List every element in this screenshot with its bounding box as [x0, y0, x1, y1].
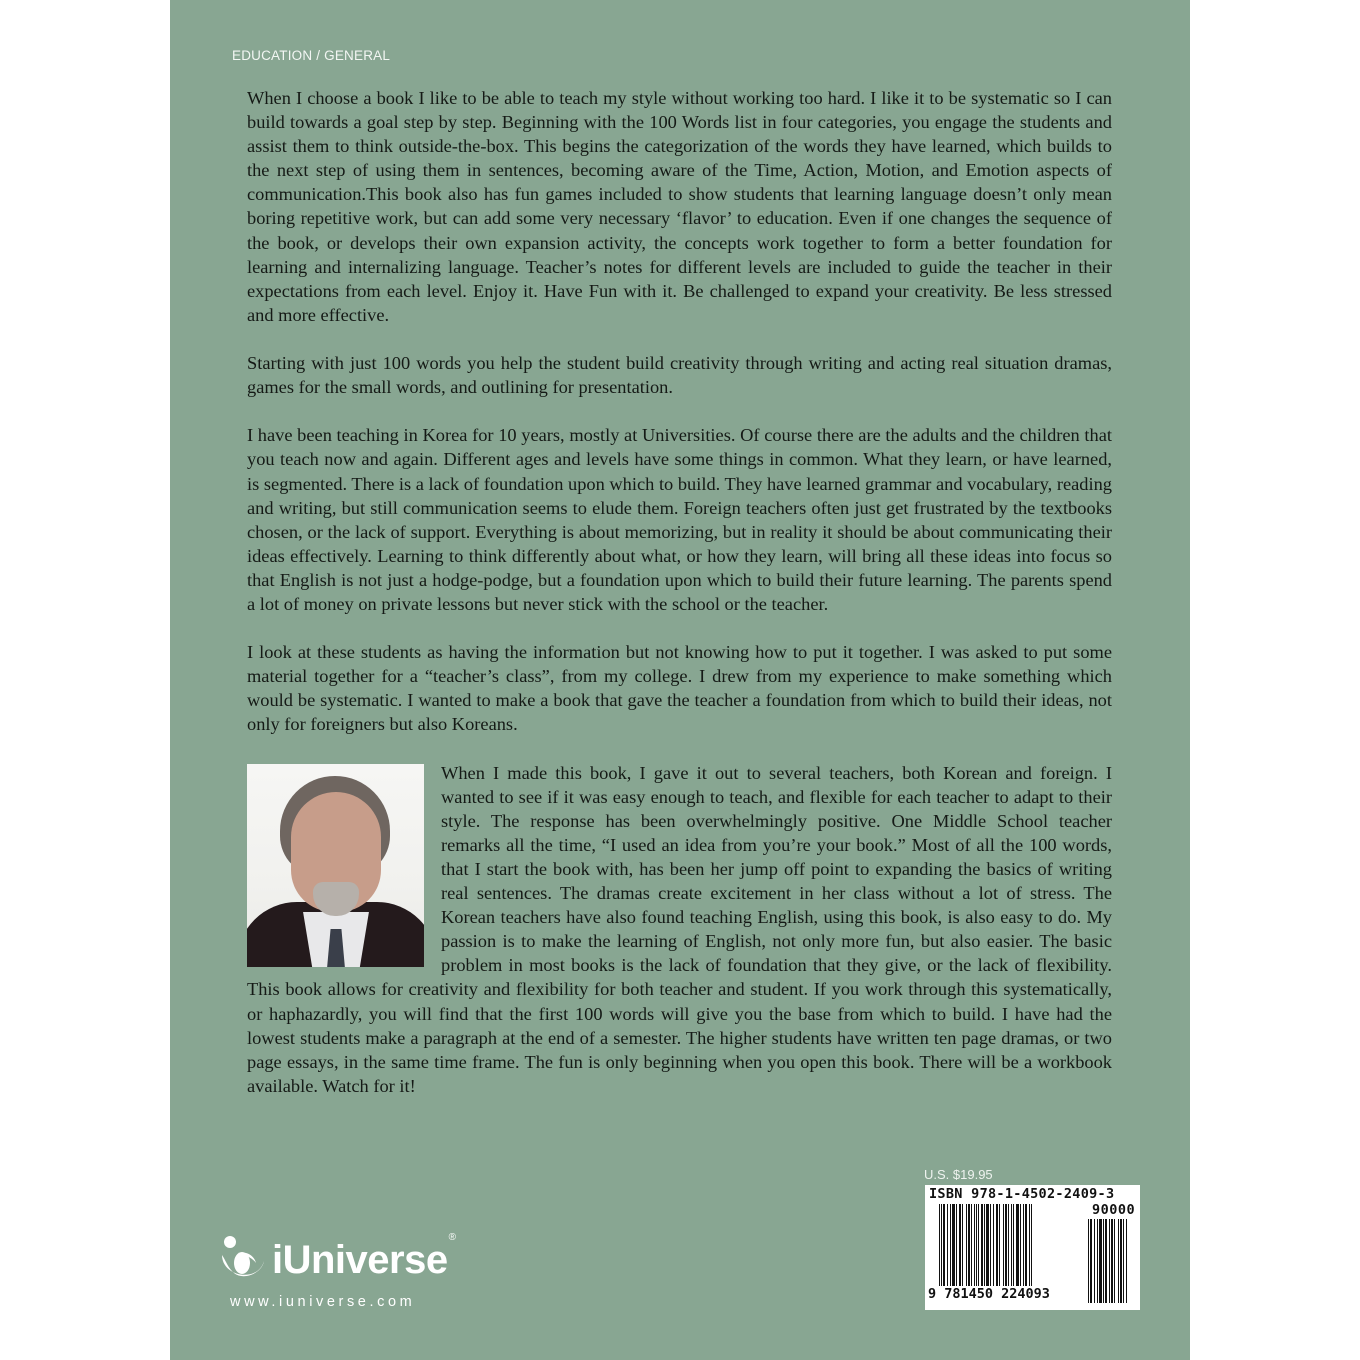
addon-code: 90000 [1092, 1202, 1136, 1218]
isbn-barcode [925, 1185, 1140, 1310]
paragraph-100-words: Starting with just 100 words you help the student build creativity through writing and acting real situation dramas, games for the small words, and outlining for presentation. [247, 353, 1112, 398]
book-back-cover [170, 0, 1190, 1360]
registered-mark: ® [448, 1232, 456, 1244]
publisher-name-text: iUniverse [272, 1237, 448, 1282]
barcode-stripe [1126, 1219, 1127, 1303]
paragraph-teaching-korea: I have been teaching in Korea for 10 years, mostly at Universities. Of course there are the adults and the children that you teach now and again. Different ages and levels have some things in common. What they learn, or have learned, is segmented. There is a lack of foundation upon which to build. They have learned grammar and vocabulary, reading and writing, but still communication seems to elude them. Foreign teachers often just get frustrated by the textbooks chosen, or the lack of support. Everything is about memorizing, but in reality it should be about communicating their ideas effectively. Learning to think differently about what, or how they learn, will bring all these ideas into focus so that English is not just a hodge-podge, but a foundation upon which to build their future learning. The parents spend a lot of money on private lessons but never stick with the school or the teacher. [247, 425, 1112, 614]
category-label: EDUCATION / GENERAL [232, 48, 391, 63]
paragraph-with-photo [247, 761, 1112, 1098]
blurb-text [247, 86, 1112, 1098]
publisher-logo [218, 1230, 455, 1290]
publisher-url: www.iuniverse.com [230, 1294, 416, 1310]
paragraph-students-info: I look at these students as having the information but not knowing how to put it together. I was asked to put some material together for a “teacher’s class”, from my college. I drew from my experience to make something which would be systematic. I wanted to make a book that gave the teacher a foundation from which to build their ideas, not only for foreigners but also Koreans. [247, 642, 1112, 735]
isbn-text: ISBN 978-1-4502-2409-3 [929, 1186, 1115, 1202]
publisher-name [272, 1232, 456, 1283]
ean-digits [927, 1286, 1051, 1302]
author-photo [247, 764, 424, 967]
iuniverse-swoosh-icon [218, 1233, 268, 1287]
barcode-bars-addon [1088, 1219, 1136, 1303]
price-label: U.S. $19.95 [924, 1167, 993, 1182]
paragraph-made-book: When I made this book, I gave it out to several teachers, both Korean and foreign. I wanted to see if it was easy enough to teach, and flexible for each teacher to adapt to their style. The response has been overwhelmingly positive. One Middle School teacher remarks all the time, “I used an idea from you’re your book.” Most of all the 100 words, that I start the book with, has been her jump off point to expanding the basics of writing real sentences. The dramas create excitement in her class without a lot of stress. The Korean teachers have also found teaching English, using this book, is also easy to do. My passion is to make the learning of English, not only more fun, but also easier. The basic problem in most books is the lack of foundation that they give, or the lack of flexibility. This book allows for creativity and flexibility for both teacher and student. If you work through this systematically, or haphazardly, you will find that the first 100 words will give you the base from which to build. I have had the lowest students make a paragraph at the end of a semester. The higher students have written ten page dramas, or two page essays, in the same time frame. The fun is only beginning when you open this book. There will be a workbook available. Watch for it! [247, 762, 1112, 1096]
paragraph-intro: When I choose a book I like to be able to teach my style without working too hard. I like it to be systematic so I can build towards a goal step by step. Beginning with the 100 Words list in four categories, you engage the students and assist them to think outside-the-box. This begins the categorization of the words they have learned, which builds to the next step of using them in sentences, becoming aware of the Time, Action, Motion, and Emotion aspects of communication.This book also has fun games included to show students that learning language doesn’t only mean boring repetitive work, but can add some very necessary ‘flavor’ to education. Even if one changes the sequence of the book, or develops their own expansion activity, the concepts work together to form a better foundation for learning and internalizing language. Teacher’s notes for different levels are included to guide the teacher in their expectations from each level. Enjoy it. Have Fun with it. Be challenged to expand your creativity. Be less stressed and more effective. [247, 88, 1112, 325]
ean-digits-text: 9 781450 224093 [928, 1286, 1050, 1302]
